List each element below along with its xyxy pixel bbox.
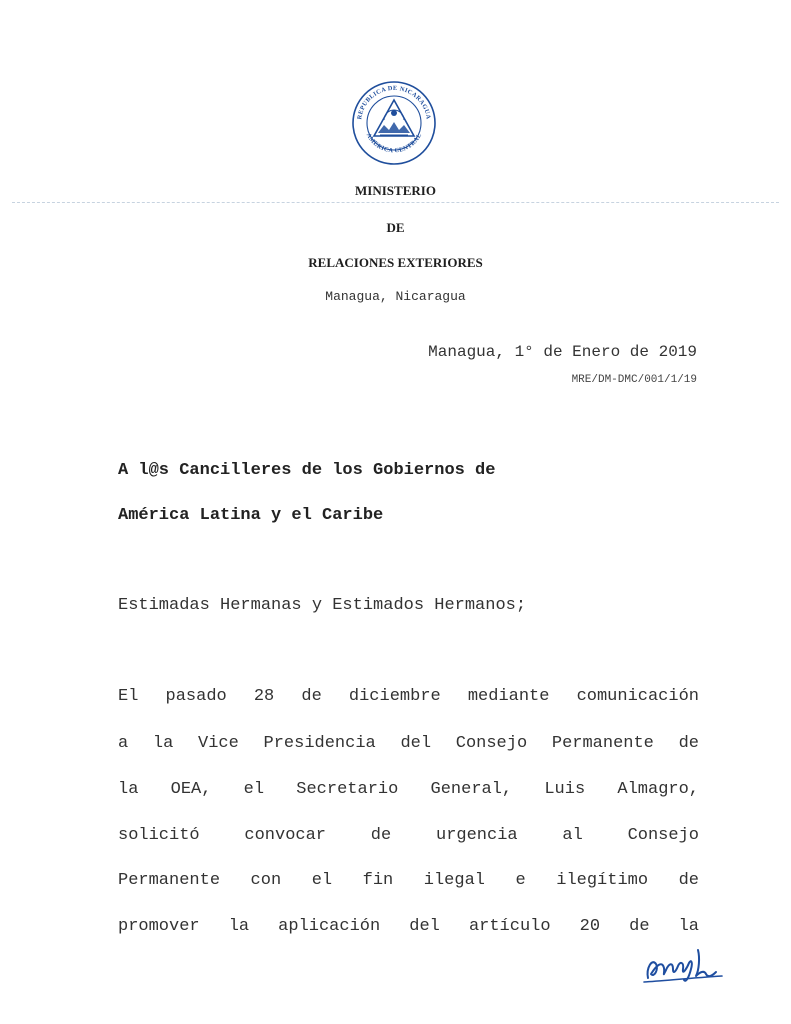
body-line: El pasado 28 de diciembre mediante comunicación (118, 687, 699, 706)
header-divider (12, 202, 779, 203)
svg-text:AMERICA CENTRAL: AMERICA CENTRAL (364, 132, 424, 155)
recipient-line-2: América Latina y el Caribe (118, 506, 384, 525)
nicaragua-seal-icon (351, 80, 437, 166)
body-line: promover la aplicación del artículo 20 de la (118, 917, 699, 936)
greeting: Estimadas Hermanas y Estimados Hermanos; (118, 596, 527, 615)
body-line: la OEA, el Secretario General, Luis Almagro, (118, 780, 699, 799)
body-line: a la Vice Presidencia del Consejo Permanente de (118, 734, 699, 753)
letterhead-de: DE (386, 220, 405, 235)
svg-text:REPUBLICA DE NICARAGUA: REPUBLICA DE NICARAGUA (356, 84, 432, 120)
letterhead-city: Managua, Nicaragua (325, 289, 466, 304)
body-line: Permanente con el fin ilegal e ilegítimo de (118, 871, 699, 890)
letter-date: Managua, 1° de Enero de 2019 (428, 343, 697, 361)
signature-icon (642, 938, 728, 988)
letterhead-ministry: MINISTERIO (355, 183, 436, 198)
letterhead-department: RELACIONES EXTERIORES (308, 255, 483, 270)
body-line: solicitó convocar de urgencia al Consejo (118, 826, 699, 845)
recipient-line-1: A l@s Cancilleres de los Gobiernos de (118, 461, 496, 480)
reference-number: MRE/DM-DMC/001/1/19 (571, 374, 697, 386)
